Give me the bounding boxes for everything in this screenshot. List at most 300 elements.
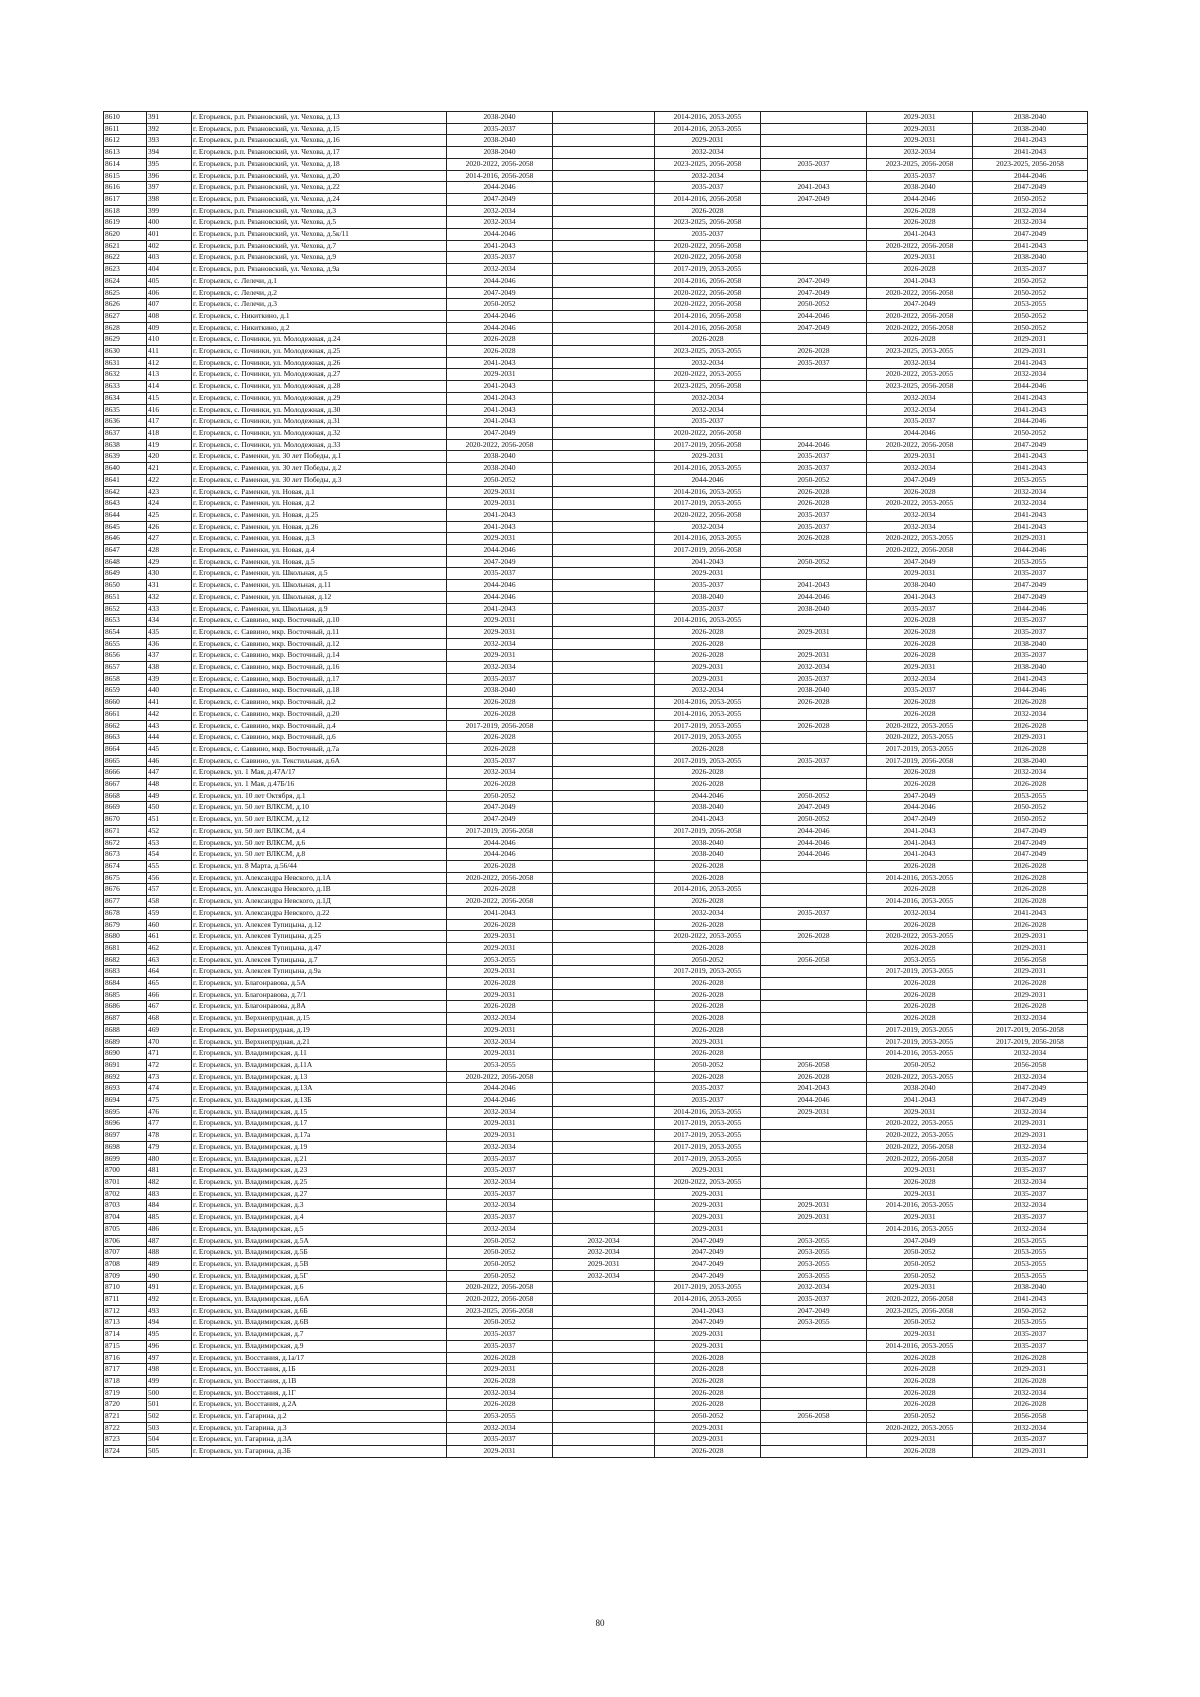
period-cell-2 — [553, 790, 655, 802]
period-cell-1: 2035-2037 — [447, 1329, 553, 1341]
period-cell-1: 2047-2049 — [447, 814, 553, 826]
period-cell-5: 2029-2031 — [867, 451, 973, 463]
period-cell-5: 2020-2022, 2056-2058 — [867, 1141, 973, 1153]
period-cell-5: 2014-2016, 2053-2055 — [867, 872, 973, 884]
period-cell-4 — [761, 767, 867, 779]
table-row — [104, 907, 1088, 919]
period-cell-5: 2041-2043 — [867, 229, 973, 241]
period-cell-4 — [761, 1446, 867, 1458]
period-cell-3: 2029-2031 — [655, 1200, 761, 1212]
period-cell-2 — [553, 369, 655, 381]
period-cell-4 — [761, 884, 867, 896]
period-cell-3: 2017-2019, 2053-2055 — [655, 264, 761, 276]
item-number-cell: 493 — [147, 1305, 192, 1317]
period-cell-5: 2032-2034 — [867, 463, 973, 475]
period-cell-3: 2017-2019, 2053-2055 — [655, 732, 761, 744]
period-cell-2: 2029-2031 — [553, 1258, 655, 1270]
table-row — [104, 427, 1088, 439]
period-cell-1: 2041-2043 — [447, 603, 553, 615]
item-number-cell: 430 — [147, 568, 192, 580]
address-cell: г. Егорьевск, ул. Владимирская, д.21 — [192, 1153, 447, 1165]
period-cell-3: 2029-2031 — [655, 1212, 761, 1224]
address-cell: г. Егорьевск, ул. 50 лет ВЛКСМ, д.8 — [192, 849, 447, 861]
period-cell-5: 2032-2034 — [867, 404, 973, 416]
period-cell-6: 2038-2040 — [973, 638, 1088, 650]
row-number-cell: 8685 — [104, 989, 147, 1001]
address-cell: г. Егорьевск, р.п. Рязановский, ул. Чехова, д.5к/11 — [192, 229, 447, 241]
row-number-cell: 8667 — [104, 779, 147, 791]
period-cell-4 — [761, 404, 867, 416]
row-number-cell: 8611 — [104, 123, 147, 135]
period-cell-5: 2026-2028 — [867, 626, 973, 638]
period-cell-4 — [761, 252, 867, 264]
row-number-cell: 8693 — [104, 1083, 147, 1095]
table-row — [104, 1329, 1088, 1341]
address-cell: г. Егорьевск, с. Раменки, ул. Новая, д.4 — [192, 545, 447, 557]
period-cell-2 — [553, 147, 655, 159]
period-cell-4: 2053-2055 — [761, 1247, 867, 1259]
period-cell-4 — [761, 1364, 867, 1376]
item-number-cell: 483 — [147, 1188, 192, 1200]
row-number-cell: 8665 — [104, 755, 147, 767]
item-number-cell: 436 — [147, 638, 192, 650]
address-cell: г. Егорьевск, р.п. Рязановский, ул. Чехова, д.7 — [192, 240, 447, 252]
item-number-cell: 485 — [147, 1212, 192, 1224]
period-cell-5: 2014-2016, 2053-2055 — [867, 1048, 973, 1060]
period-cell-6: 2044-2046 — [973, 545, 1088, 557]
row-number-cell: 8637 — [104, 427, 147, 439]
item-number-cell: 440 — [147, 685, 192, 697]
period-cell-4 — [761, 1048, 867, 1060]
item-number-cell: 415 — [147, 392, 192, 404]
address-cell: г. Егорьевск, ул. Восстания, д.2А — [192, 1399, 447, 1411]
table-row — [104, 521, 1088, 533]
period-cell-6: 2029-2031 — [973, 942, 1088, 954]
period-cell-6: 2053-2055 — [973, 1235, 1088, 1247]
period-cell-4: 2047-2049 — [761, 1305, 867, 1317]
period-cell-3: 2020-2022, 2056-2058 — [655, 509, 761, 521]
period-cell-4 — [761, 1024, 867, 1036]
period-cell-4: 2029-2031 — [761, 1106, 867, 1118]
item-number-cell: 403 — [147, 252, 192, 264]
table-row — [104, 849, 1088, 861]
period-cell-2 — [553, 182, 655, 194]
table-row — [104, 170, 1088, 182]
period-cell-2 — [553, 825, 655, 837]
period-cell-6: 2032-2034 — [973, 1223, 1088, 1235]
address-cell: г. Егорьевск, р.п. Рязановский, ул. Чехова, д.17 — [192, 147, 447, 159]
period-cell-3: 2026-2028 — [655, 1375, 761, 1387]
period-cell-1: 2038-2040 — [447, 463, 553, 475]
table-row — [104, 1270, 1088, 1282]
row-number-cell: 8668 — [104, 790, 147, 802]
period-cell-3: 2026-2028 — [655, 1001, 761, 1013]
table-row — [104, 837, 1088, 849]
period-cell-4 — [761, 217, 867, 229]
table-row — [104, 509, 1088, 521]
period-cell-3: 2014-2016, 2053-2055 — [655, 1106, 761, 1118]
row-number-cell: 8640 — [104, 463, 147, 475]
row-number-cell: 8652 — [104, 603, 147, 615]
table-row — [104, 1013, 1088, 1025]
period-cell-6: 2047-2049 — [973, 182, 1088, 194]
period-cell-5: 2032-2034 — [867, 509, 973, 521]
period-cell-5: 2038-2040 — [867, 580, 973, 592]
row-number-cell: 8646 — [104, 533, 147, 545]
table-row — [104, 650, 1088, 662]
period-cell-1: 2032-2034 — [447, 205, 553, 217]
period-cell-6: 2038-2040 — [973, 123, 1088, 135]
period-cell-2 — [553, 1176, 655, 1188]
period-cell-1: 2035-2037 — [447, 1165, 553, 1177]
period-cell-4: 2044-2046 — [761, 849, 867, 861]
item-number-cell: 407 — [147, 299, 192, 311]
row-number-cell: 8678 — [104, 907, 147, 919]
period-cell-6: 2029-2031 — [973, 1130, 1088, 1142]
table-row — [104, 1095, 1088, 1107]
address-cell: г. Егорьевск, ул. 50 лет ВЛКСМ, д.10 — [192, 802, 447, 814]
row-number-cell: 8627 — [104, 310, 147, 322]
row-number-cell: 8723 — [104, 1434, 147, 1446]
period-cell-1: 2044-2046 — [447, 322, 553, 334]
period-cell-4: 2038-2040 — [761, 603, 867, 615]
item-number-cell: 480 — [147, 1153, 192, 1165]
period-cell-4: 2026-2028 — [761, 486, 867, 498]
period-cell-1: 2050-2052 — [447, 1270, 553, 1282]
period-cell-1: 2035-2037 — [447, 1153, 553, 1165]
row-number-cell: 8619 — [104, 217, 147, 229]
period-cell-4 — [761, 334, 867, 346]
period-cell-4: 2053-2055 — [761, 1258, 867, 1270]
period-cell-2 — [553, 205, 655, 217]
period-cell-4: 2041-2043 — [761, 182, 867, 194]
period-cell-5: 2035-2037 — [867, 603, 973, 615]
period-cell-4 — [761, 112, 867, 124]
address-cell: г. Егорьевск, с. Раменки, ул. 30 лет Победы, д.2 — [192, 463, 447, 475]
row-number-cell: 8710 — [104, 1282, 147, 1294]
period-cell-2 — [553, 123, 655, 135]
period-cell-2 — [553, 229, 655, 241]
period-cell-6: 2041-2043 — [973, 135, 1088, 147]
table-row — [104, 1188, 1088, 1200]
row-number-cell: 8682 — [104, 954, 147, 966]
period-cell-6: 2029-2031 — [973, 966, 1088, 978]
period-cell-3: 2020-2022, 2053-2055 — [655, 931, 761, 943]
item-number-cell: 496 — [147, 1340, 192, 1352]
address-cell: г. Егорьевск, ул. Владимирская, д.5Г — [192, 1270, 447, 1282]
period-cell-5: 2020-2022, 2053-2055 — [867, 369, 973, 381]
period-cell-5: 2041-2043 — [867, 591, 973, 603]
period-cell-2 — [553, 1036, 655, 1048]
table-row — [104, 978, 1088, 990]
row-number-cell: 8722 — [104, 1422, 147, 1434]
address-cell: г. Егорьевск, ул. Алексея Тупицына, д.7 — [192, 954, 447, 966]
period-cell-6: 2026-2028 — [973, 697, 1088, 709]
period-cell-5: 2029-2031 — [867, 1106, 973, 1118]
period-cell-4 — [761, 708, 867, 720]
period-cell-2 — [553, 743, 655, 755]
row-number-cell: 8657 — [104, 662, 147, 674]
period-cell-5: 2014-2016, 2053-2055 — [867, 1223, 973, 1235]
address-cell: г. Егорьевск, р.п. Рязановский, ул. Чехова, д.22 — [192, 182, 447, 194]
period-cell-3: 2032-2034 — [655, 357, 761, 369]
period-cell-2 — [553, 287, 655, 299]
item-number-cell: 393 — [147, 135, 192, 147]
address-cell: г. Егорьевск, ул. Владимирская, д.4 — [192, 1212, 447, 1224]
period-cell-5: 2020-2022, 2053-2055 — [867, 498, 973, 510]
address-cell: г. Егорьевск, с. Раменки, ул. Новая, д.25 — [192, 509, 447, 521]
period-cell-6: 2038-2040 — [973, 252, 1088, 264]
address-cell: г. Егорьевск, с. Починки, ул. Молодежная, д.30 — [192, 404, 447, 416]
period-cell-1: 2029-2031 — [447, 533, 553, 545]
address-cell: г. Егорьевск, ул. Владимирская, д.7 — [192, 1329, 447, 1341]
row-number-cell: 8636 — [104, 416, 147, 428]
period-cell-1: 2053-2055 — [447, 1059, 553, 1071]
period-cell-4: 2038-2040 — [761, 685, 867, 697]
item-number-cell: 477 — [147, 1118, 192, 1130]
period-cell-2 — [553, 1282, 655, 1294]
address-cell: г. Егорьевск, ул. 50 лет ВЛКСМ, д.12 — [192, 814, 447, 826]
period-cell-4 — [761, 1130, 867, 1142]
period-cell-6: 2050-2052 — [973, 193, 1088, 205]
period-cell-5: 2026-2028 — [867, 1446, 973, 1458]
period-cell-3: 2035-2037 — [655, 182, 761, 194]
address-cell: г. Егорьевск, с. Лелечи, д.1 — [192, 275, 447, 287]
period-cell-5: 2050-2052 — [867, 1059, 973, 1071]
period-cell-2 — [553, 1071, 655, 1083]
address-cell: г. Егорьевск, с. Починки, ул. Молодежная, д.31 — [192, 416, 447, 428]
row-number-cell: 8666 — [104, 767, 147, 779]
period-cell-6: 2032-2034 — [973, 217, 1088, 229]
address-cell: г. Егорьевск, ул. Александра Невского, д.22 — [192, 907, 447, 919]
period-cell-5: 2020-2022, 2056-2058 — [867, 439, 973, 451]
period-cell-4: 2044-2046 — [761, 1095, 867, 1107]
period-cell-5: 2026-2028 — [867, 767, 973, 779]
address-cell: г. Егорьевск, ул. 50 лет ВЛКСМ, д.4 — [192, 825, 447, 837]
table-row — [104, 1223, 1088, 1235]
period-cell-5: 2029-2031 — [867, 135, 973, 147]
address-cell: г. Егорьевск, ул. Алексея Тупицына, д.25 — [192, 931, 447, 943]
row-number-cell: 8715 — [104, 1340, 147, 1352]
period-cell-3: 2017-2019, 2053-2055 — [655, 498, 761, 510]
period-cell-2 — [553, 1095, 655, 1107]
table-row — [104, 486, 1088, 498]
period-cell-6: 2050-2052 — [973, 814, 1088, 826]
period-cell-6: 2029-2031 — [973, 732, 1088, 744]
period-cell-4: 2032-2034 — [761, 662, 867, 674]
period-cell-5: 2020-2022, 2053-2055 — [867, 1130, 973, 1142]
period-cell-6: 2041-2043 — [973, 240, 1088, 252]
table-row — [104, 112, 1088, 124]
row-number-cell: 8614 — [104, 158, 147, 170]
item-number-cell: 431 — [147, 580, 192, 592]
item-number-cell: 414 — [147, 381, 192, 393]
item-number-cell: 465 — [147, 978, 192, 990]
item-number-cell: 459 — [147, 907, 192, 919]
period-cell-1: 2050-2052 — [447, 1258, 553, 1270]
period-cell-4 — [761, 381, 867, 393]
period-cell-5: 2053-2055 — [867, 954, 973, 966]
period-cell-6: 2047-2049 — [973, 229, 1088, 241]
period-cell-5: 2029-2031 — [867, 252, 973, 264]
address-cell: г. Егорьевск, р.п. Рязановский, ул. Чехова, д.15 — [192, 123, 447, 135]
table-row — [104, 252, 1088, 264]
period-cell-1: 2026-2028 — [447, 919, 553, 931]
address-cell: г. Егорьевск, ул. Владимирская, д.5Б — [192, 1247, 447, 1259]
item-number-cell: 417 — [147, 416, 192, 428]
period-cell-4 — [761, 1176, 867, 1188]
row-number-cell: 8655 — [104, 638, 147, 650]
period-cell-3: 2023-2025, 2056-2058 — [655, 217, 761, 229]
period-cell-6: 2041-2043 — [973, 463, 1088, 475]
address-cell: г. Егорьевск, с. Саввино, мкр. Восточный, д.6 — [192, 732, 447, 744]
address-cell: г. Егорьевск, ул. Владимирская, д.13 — [192, 1071, 447, 1083]
address-cell: г. Егорьевск, ул. Владимирская, д.23 — [192, 1165, 447, 1177]
period-cell-6: 2026-2028 — [973, 884, 1088, 896]
period-cell-2 — [553, 299, 655, 311]
table-row — [104, 1258, 1088, 1270]
period-cell-5: 2032-2034 — [867, 357, 973, 369]
address-cell: г. Егорьевск, ул. Владимирская, д.19 — [192, 1141, 447, 1153]
period-cell-1: 2035-2037 — [447, 568, 553, 580]
period-cell-2 — [553, 112, 655, 124]
period-cell-4: 2041-2043 — [761, 1083, 867, 1095]
period-cell-1: 2032-2034 — [447, 767, 553, 779]
period-cell-6: 2041-2043 — [973, 357, 1088, 369]
row-number-cell: 8713 — [104, 1317, 147, 1329]
period-cell-4: 2029-2031 — [761, 650, 867, 662]
period-cell-2 — [553, 1013, 655, 1025]
period-cell-6: 2038-2040 — [973, 662, 1088, 674]
period-cell-6: 2053-2055 — [973, 299, 1088, 311]
address-cell: г. Егорьевск, с. Никиткино, д.1 — [192, 310, 447, 322]
period-cell-5: 2026-2028 — [867, 942, 973, 954]
period-cell-1: 2032-2034 — [447, 1141, 553, 1153]
address-cell: г. Егорьевск, ул. Алексея Тупицына, д.12 — [192, 919, 447, 931]
item-number-cell: 412 — [147, 357, 192, 369]
item-number-cell: 457 — [147, 884, 192, 896]
table-row — [104, 755, 1088, 767]
table-row — [104, 416, 1088, 428]
period-cell-3: 2041-2043 — [655, 814, 761, 826]
period-cell-5: 2020-2022, 2053-2055 — [867, 732, 973, 744]
item-number-cell: 479 — [147, 1141, 192, 1153]
period-cell-1: 2050-2052 — [447, 299, 553, 311]
period-cell-6: 2047-2049 — [973, 591, 1088, 603]
row-number-cell: 8670 — [104, 814, 147, 826]
table-row — [104, 193, 1088, 205]
period-cell-4: 2035-2037 — [761, 907, 867, 919]
row-number-cell: 8659 — [104, 685, 147, 697]
table-row — [104, 732, 1088, 744]
period-cell-2 — [553, 240, 655, 252]
item-number-cell: 413 — [147, 369, 192, 381]
period-cell-3: 2038-2040 — [655, 591, 761, 603]
row-number-cell: 8613 — [104, 147, 147, 159]
period-cell-4 — [761, 1329, 867, 1341]
item-number-cell: 443 — [147, 720, 192, 732]
period-cell-5: 2029-2031 — [867, 662, 973, 674]
period-cell-3: 2038-2040 — [655, 837, 761, 849]
table-row — [104, 463, 1088, 475]
row-number-cell: 8669 — [104, 802, 147, 814]
table-row — [104, 533, 1088, 545]
period-cell-1: 2026-2028 — [447, 1399, 553, 1411]
table-row — [104, 474, 1088, 486]
row-number-cell: 8698 — [104, 1141, 147, 1153]
period-cell-3: 2029-2031 — [655, 1223, 761, 1235]
document-table-container — [103, 111, 1087, 1458]
period-cell-4 — [761, 1223, 867, 1235]
row-number-cell: 8719 — [104, 1387, 147, 1399]
item-number-cell: 499 — [147, 1375, 192, 1387]
item-number-cell: 498 — [147, 1364, 192, 1376]
table-row — [104, 404, 1088, 416]
address-cell: г. Егорьевск, ул. 10 лет Октября, д.1 — [192, 790, 447, 802]
address-cell: г. Егорьевск, ул. Владимирская, д.13А — [192, 1083, 447, 1095]
item-number-cell: 503 — [147, 1422, 192, 1434]
item-number-cell: 490 — [147, 1270, 192, 1282]
table-row — [104, 275, 1088, 287]
period-cell-3: 2029-2031 — [655, 662, 761, 674]
period-cell-2 — [553, 615, 655, 627]
item-number-cell: 454 — [147, 849, 192, 861]
row-number-cell: 8676 — [104, 884, 147, 896]
period-cell-3: 2026-2028 — [655, 650, 761, 662]
period-cell-4 — [761, 989, 867, 1001]
period-cell-4: 2050-2052 — [761, 790, 867, 802]
period-cell-2 — [553, 1048, 655, 1060]
period-cell-1: 2032-2034 — [447, 1387, 553, 1399]
item-number-cell: 422 — [147, 474, 192, 486]
item-number-cell: 501 — [147, 1399, 192, 1411]
period-cell-5: 2017-2019, 2053-2055 — [867, 1036, 973, 1048]
period-cell-3: 2026-2028 — [655, 861, 761, 873]
period-cell-6: 2026-2028 — [973, 919, 1088, 931]
period-cell-2 — [553, 1024, 655, 1036]
row-number-cell: 8708 — [104, 1258, 147, 1270]
period-cell-1: 2047-2049 — [447, 427, 553, 439]
period-cell-2 — [553, 1294, 655, 1306]
period-cell-2 — [553, 755, 655, 767]
period-cell-2 — [553, 767, 655, 779]
address-cell: г. Егорьевск, ул. Алексея Тупицына, д.47 — [192, 942, 447, 954]
item-number-cell: 439 — [147, 673, 192, 685]
row-number-cell: 8623 — [104, 264, 147, 276]
period-cell-6: 2035-2037 — [973, 1434, 1088, 1446]
period-cell-2 — [553, 1212, 655, 1224]
address-cell: г. Егорьевск, ул. Владимирская, д.11А — [192, 1059, 447, 1071]
period-cell-3: 2035-2037 — [655, 603, 761, 615]
period-cell-1: 2044-2046 — [447, 591, 553, 603]
table-row — [104, 825, 1088, 837]
period-cell-3: 2014-2016, 2053-2055 — [655, 486, 761, 498]
period-cell-3: 2032-2034 — [655, 685, 761, 697]
address-cell: г. Егорьевск, с. Саввино, мкр. Восточный, д.10 — [192, 615, 447, 627]
table-row — [104, 743, 1088, 755]
period-cell-3: 2047-2049 — [655, 1247, 761, 1259]
item-number-cell: 427 — [147, 533, 192, 545]
item-number-cell: 464 — [147, 966, 192, 978]
row-number-cell: 8620 — [104, 229, 147, 241]
period-cell-5: 2029-2031 — [867, 123, 973, 135]
table-row — [104, 381, 1088, 393]
period-cell-3: 2017-2019, 2056-2058 — [655, 439, 761, 451]
period-cell-4 — [761, 1422, 867, 1434]
item-number-cell: 432 — [147, 591, 192, 603]
period-cell-4: 2044-2046 — [761, 439, 867, 451]
address-cell: г. Егорьевск, р.п. Рязановский, ул. Чехова, д.5 — [192, 217, 447, 229]
